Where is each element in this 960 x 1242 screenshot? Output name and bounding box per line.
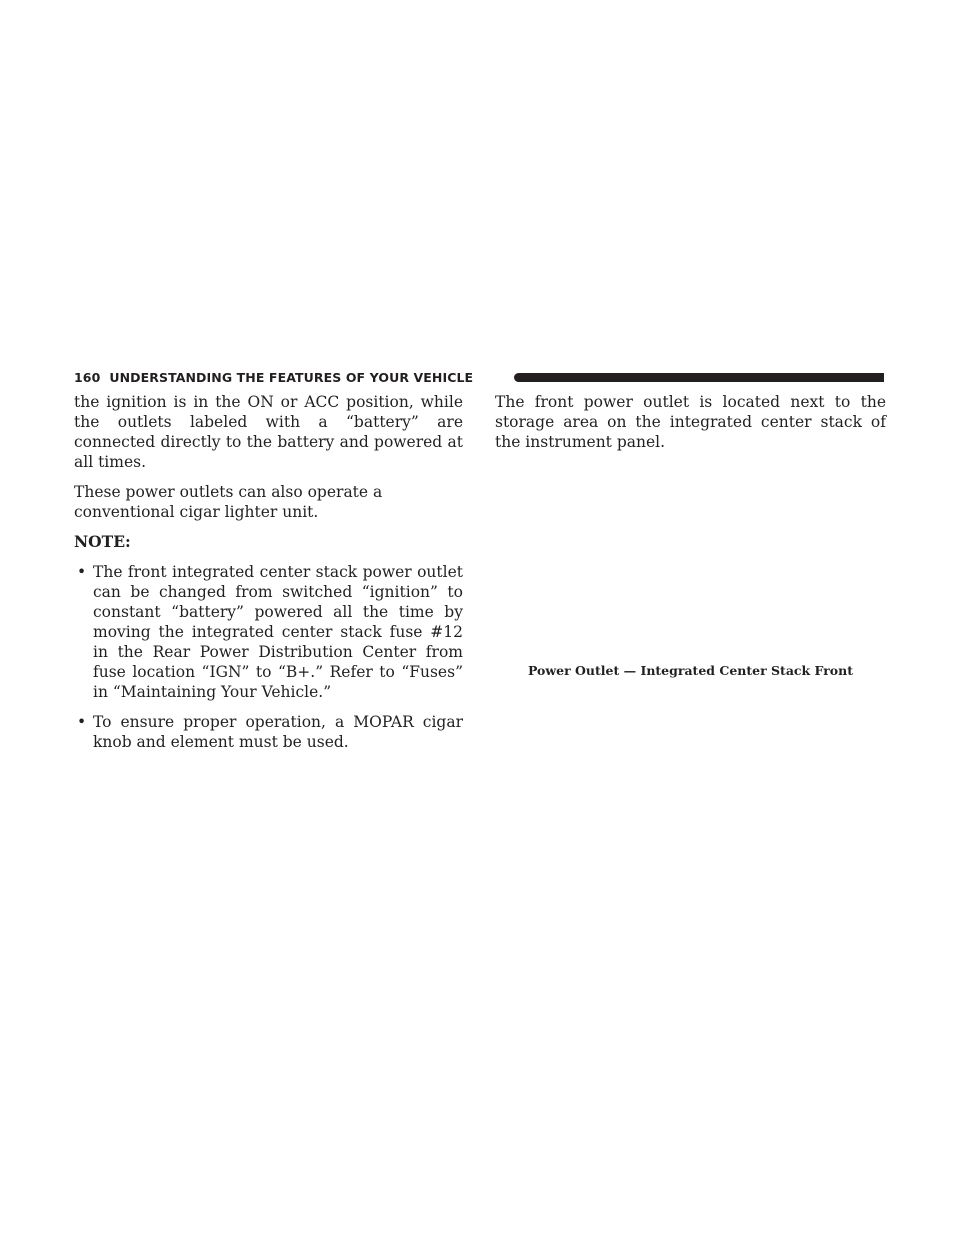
- note-bullet-list: [74, 562, 463, 752]
- paragraph-front-outlet-location: The front power outlet is located next to the storage area on the integrated center stack of the instrument panel.: [495, 393, 886, 451]
- page-header: [74, 370, 884, 386]
- figure-caption: Power Outlet — Integrated Center Stack Front: [527, 663, 853, 678]
- note-label: NOTE:: [74, 532, 131, 551]
- paragraph-cigar-lighter: These power outlets can also operate a conventional cigar lighter unit.: [74, 483, 383, 521]
- list-item: [74, 562, 463, 702]
- bullet-icon: •: [77, 563, 87, 581]
- running-header: [74, 370, 479, 386]
- bullet-text: The front integrated center stack power outlet can be changed from switched “ignition” to constant “battery” powered all the time by moving the integrated center stack fuse #12 in the Rear Power Distribution Center from fuse location “IGN” to “B+.” Refer to “Fuses” in “Maintaining Your Vehicle.”: [93, 563, 463, 701]
- right-column: [495, 392, 886, 462]
- bullet-icon: •: [77, 713, 87, 731]
- paragraph-outlets-ignition: the ignition is in the ON or ACC position, while the outlets labeled with a “battery” are connected directly to the battery and powered at all times.: [74, 393, 463, 471]
- page-number: 160: [74, 370, 101, 385]
- left-column: [74, 392, 463, 762]
- bullet-text: To ensure proper operation, a MOPAR cigar knob and element must be used.: [93, 713, 463, 751]
- header-rule-bar: [514, 373, 884, 382]
- figure-placeholder: [495, 455, 886, 655]
- section-title: UNDERSTANDING THE FEATURES OF YOUR VEHICLE: [109, 370, 474, 385]
- list-item: [74, 712, 463, 752]
